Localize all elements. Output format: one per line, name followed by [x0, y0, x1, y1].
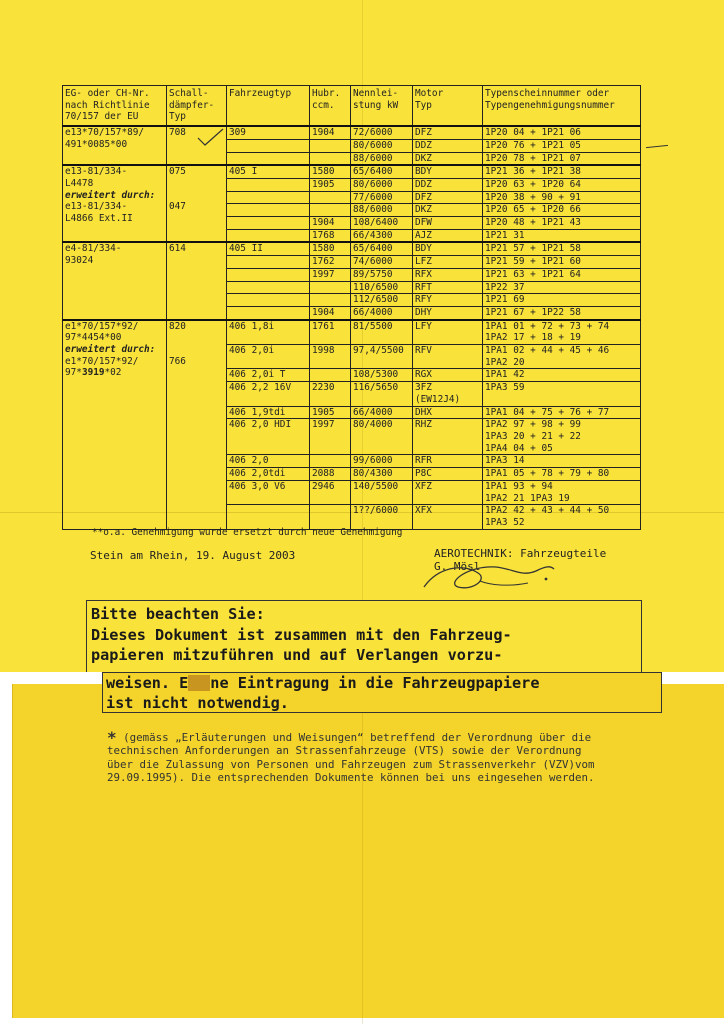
vehicle-type-cell [227, 505, 310, 529]
silencer-type-cell: 614 [167, 242, 227, 319]
table-row [63, 126, 641, 139]
silencer-type-line: 766 [169, 355, 186, 367]
power-cell: 77/6000 [351, 191, 413, 204]
displacement-cell [310, 281, 351, 294]
vehicle-type-cell: 406 2,0tdi [227, 468, 310, 481]
notice-line: Bitte beachten Sie: [91, 605, 265, 623]
vehicle-type-cell [227, 217, 310, 230]
vehicle-type-cell [227, 294, 310, 307]
notice-line: papieren mitzuführen und auf Verlangen vorzu- [91, 646, 503, 665]
eg-number-line: e1*70/157*92/ [65, 320, 139, 332]
power-cell: 108/5300 [351, 369, 413, 382]
displacement-cell [310, 455, 351, 468]
power-cell: 97,4/5500 [351, 345, 413, 369]
silencer-type-line [169, 178, 224, 190]
vehicle-type-cell: 406 3,0 V6 [227, 480, 310, 504]
footnote: **o.a. Genehmigung wurde ersetzt durch neue Genehmigung [92, 527, 403, 538]
eg-number-line: erweitert durch: [65, 344, 156, 356]
eg-number-line: 97*3919*02 [65, 367, 122, 379]
engine-type-cell: P8C [413, 468, 483, 481]
regulation-note [107, 728, 667, 785]
displacement-cell: 1768 [310, 229, 351, 242]
approval-number-cell: 1PA3 14 [483, 455, 641, 468]
power-cell: 80/4000 [351, 419, 413, 455]
power-cell: 74/6000 [351, 256, 413, 269]
eg-number-cell [63, 165, 167, 242]
displacement-cell: 2946 [310, 480, 351, 504]
approval-number-cell: 1P21 67 + 1P22 58 [483, 306, 641, 319]
table-row [63, 165, 641, 178]
type-approval-table [62, 85, 641, 530]
approval-number-cell: 1P20 78 + 1P21 07 [483, 152, 641, 165]
vehicle-type-cell [227, 178, 310, 191]
column-header: Hubr. ccm. [310, 86, 351, 127]
approval-number-cell: 1P20 04 + 1P21 06 [483, 126, 641, 139]
approval-number-cell: 1P20 76 + 1P21 05 [483, 139, 641, 152]
approval-number-cell: 1P21 57 + 1P21 58 [483, 242, 641, 255]
engine-type-cell: DKZ [413, 204, 483, 217]
displacement-cell: 1762 [310, 256, 351, 269]
column-header: Fahrzeugtyp [227, 86, 310, 127]
engine-type-cell: XFZ [413, 480, 483, 504]
eg-number-line: 97*4454*00 [65, 332, 122, 344]
approval-number-cell: 1PA1 02 + 44 + 45 + 46 1PA2 20 [483, 345, 641, 369]
vehicle-type-cell [227, 191, 310, 204]
displacement-cell [310, 204, 351, 217]
approval-number-cell: 1P21 59 + 1P21 60 [483, 256, 641, 269]
displacement-cell: 1905 [310, 178, 351, 191]
engine-type-cell: 3FZ (EW12J4) [413, 382, 483, 406]
displacement-cell: 2230 [310, 382, 351, 406]
engine-type-cell: BDY [413, 165, 483, 178]
vehicle-type-cell: 406 2,0i T [227, 369, 310, 382]
power-cell: 88/6000 [351, 204, 413, 217]
approval-number-cell: 1P20 38 + 90 + 91 [483, 191, 641, 204]
column-header: EG- oder CH-Nr. nach Richtlinie 70/157 der EU [63, 86, 167, 127]
column-header: Typenscheinnummer oder Typengenehmigungsnummer [483, 86, 641, 127]
eg-number-line: e1*70/157*92/ [65, 355, 139, 367]
displacement-cell [310, 369, 351, 382]
approval-number-cell: 1P20 65 + 1P20 66 [483, 204, 641, 217]
eg-number-cell: e13*70/157*89/ 491*0085*00 [63, 126, 167, 165]
displacement-cell [310, 152, 351, 165]
vehicle-type-cell [227, 152, 310, 165]
engine-type-cell: RFT [413, 281, 483, 294]
vehicle-type-cell: 406 2,0i [227, 345, 310, 369]
column-header: Schall- dämpfer- Typ [167, 86, 227, 127]
displacement-cell: 1905 [310, 406, 351, 419]
vehicle-type-cell: 309 [227, 126, 310, 139]
engine-type-cell: RFY [413, 294, 483, 307]
power-cell: 66/4000 [351, 306, 413, 319]
power-cell: 140/5500 [351, 480, 413, 504]
power-cell: 99/6000 [351, 455, 413, 468]
signature [418, 557, 558, 601]
vehicle-type-cell: 406 1,8i [227, 320, 310, 345]
power-cell: 110/6500 [351, 281, 413, 294]
power-cell: 88/6000 [351, 152, 413, 165]
column-header: Nennlei- stung kW [351, 86, 413, 127]
eg-number-line: e13-81/334- [65, 166, 128, 178]
approval-number-cell: 1P21 31 [483, 229, 641, 242]
vehicle-type-cell [227, 204, 310, 217]
approval-number-cell: 1PA2 97 + 98 + 99 1PA3 20 + 21 + 22 1PA4 04 + 05 [483, 419, 641, 455]
table-header [63, 86, 641, 127]
engine-type-cell: DHY [413, 306, 483, 319]
table-row [63, 242, 641, 255]
table-group [63, 320, 641, 529]
engine-type-cell: DFZ [413, 191, 483, 204]
displacement-cell: 1904 [310, 306, 351, 319]
approval-number-cell: 1PA1 04 + 75 + 76 + 77 [483, 406, 641, 419]
power-cell: 80/4300 [351, 468, 413, 481]
company-name: AEROTECHNIK: Fahrzeugteile G. Mösl [434, 547, 607, 573]
engine-type-cell: DFZ [413, 126, 483, 139]
displacement-cell: 1580 [310, 165, 351, 178]
vehicle-type-cell: 406 2,0 HDI [227, 419, 310, 455]
approval-number-cell: 1P20 63 + 1P20 64 [483, 178, 641, 191]
engine-type-cell: RHZ [413, 419, 483, 455]
silencer-type-line: 047 [169, 201, 186, 213]
engine-type-cell: LFZ [413, 256, 483, 269]
silencer-type-line: 075 [169, 166, 186, 178]
vehicle-type-cell: 405 I [227, 165, 310, 178]
approval-number-cell: 1P21 69 [483, 294, 641, 307]
power-cell: 116/5650 [351, 382, 413, 406]
engine-type-cell: XFX [413, 505, 483, 529]
displacement-cell [310, 139, 351, 152]
note-asterisk: * [107, 728, 117, 747]
vehicle-type-cell [227, 281, 310, 294]
eg-number-line: L4478 [65, 177, 94, 189]
silencer-type-cell [167, 165, 227, 242]
vehicle-type-cell [227, 306, 310, 319]
checkmark-annotation [196, 126, 226, 152]
approval-number-cell: 1PA1 93 + 94 1PA2 21 1PA3 19 [483, 480, 641, 504]
approval-number-cell: 1PA3 59 [483, 382, 641, 406]
engine-type-cell: DHX [413, 406, 483, 419]
power-cell: 65/6400 [351, 165, 413, 178]
eg-number-line: erweitert durch: [65, 189, 156, 201]
notice-line: Dieses Dokument ist zusammen mit den Fahrzeug- [91, 625, 512, 644]
approval-number-cell: 1PA1 01 + 72 + 73 + 74 1PA2 17 + 18 + 19 [483, 320, 641, 345]
vehicle-type-cell [227, 139, 310, 152]
engine-type-cell: RFX [413, 268, 483, 281]
power-cell: 65/6400 [351, 242, 413, 255]
engine-type-cell: RFR [413, 455, 483, 468]
notice-box-continued: weisen. E ne Eintragung in die Fahrzeugpapiere ist nicht notwendig. [102, 672, 662, 713]
power-cell: 80/6000 [351, 139, 413, 152]
approval-number-cell: 1PA2 42 + 43 + 44 + 50 1PA3 52 [483, 505, 641, 529]
approval-number-cell: 1PA1 42 [483, 369, 641, 382]
approval-number-cell: 1P21 36 + 1P21 38 [483, 165, 641, 178]
engine-type-cell: DFW [413, 217, 483, 230]
table-group [63, 242, 641, 319]
displacement-cell: 2088 [310, 468, 351, 481]
silencer-type-line [169, 213, 224, 225]
engine-type-cell: BDY [413, 242, 483, 255]
power-cell: 108/6400 [351, 217, 413, 230]
signatory-name: G. Mösl [434, 560, 481, 573]
eg-number-cell [63, 320, 167, 529]
approval-number-cell: 1P20 48 + 1P21 43 [483, 217, 641, 230]
engine-type-cell: DDZ [413, 139, 483, 152]
silencer-type-line [169, 367, 224, 379]
displacement-cell [310, 294, 351, 307]
eg-number-line: e13-81/334- [65, 201, 128, 213]
notice-box [86, 600, 642, 672]
vehicle-type-cell: 405 II [227, 242, 310, 255]
eg-number-line: L4866 Ext.II [65, 213, 133, 225]
displacement-cell: 1904 [310, 126, 351, 139]
note-text: (gemäss „Erläuterungen und Weisungen“ betreffend der Verordnung über die technischen Anforderungen an Strassenfahrzeuge (VTS) sowie der Verordnung über die Zulassung von Personen und Fahrzeugen zum Strassenverkehr (VZV)vom 29.09.1995). Die entsprechenden Dokumente können bei uns eingesehen werden. [107, 731, 595, 785]
silencer-type-cell [167, 320, 227, 529]
table-row [63, 320, 641, 345]
silencer-type-cell: 708 [167, 126, 227, 165]
table-group [63, 165, 641, 242]
engine-type-cell: RGX [413, 369, 483, 382]
power-cell: 1??/6000 [351, 505, 413, 529]
displacement-cell [310, 191, 351, 204]
vehicle-type-cell [227, 229, 310, 242]
power-cell: 81/5500 [351, 320, 413, 345]
displacement-cell: 1904 [310, 217, 351, 230]
vehicle-type-cell: 406 2,2 16V [227, 382, 310, 406]
displacement-cell: 1997 [310, 268, 351, 281]
notice-line: ist nicht notwendig. [106, 694, 289, 713]
place-date: Stein am Rhein, 19. August 2003 [90, 549, 296, 562]
displacement-cell [310, 505, 351, 529]
displacement-cell: 1997 [310, 419, 351, 455]
table-group [63, 126, 641, 165]
silencer-type-line [169, 190, 224, 202]
engine-type-cell: RFV [413, 345, 483, 369]
approval-number-cell: 1P21 63 + 1P21 64 [483, 268, 641, 281]
silencer-type-line [169, 332, 224, 344]
eg-number-cell: e4-81/334- 93024 [63, 242, 167, 319]
smudge-mark [188, 675, 210, 691]
vehicle-type-cell: 406 2,0 [227, 455, 310, 468]
engine-type-cell: DKZ [413, 152, 483, 165]
power-cell: 89/5750 [351, 268, 413, 281]
column-header: Motor Typ [413, 86, 483, 127]
vehicle-type-cell [227, 256, 310, 269]
engine-type-cell: LFY [413, 320, 483, 345]
engine-type-cell: AJZ [413, 229, 483, 242]
displacement-cell: 1761 [310, 320, 351, 345]
power-cell: 112/6500 [351, 294, 413, 307]
silencer-type-line: 820 [169, 320, 186, 332]
displacement-cell: 1580 [310, 242, 351, 255]
approval-number-cell: 1P22 37 [483, 281, 641, 294]
silencer-type-line [169, 344, 224, 356]
power-cell: 66/4300 [351, 229, 413, 242]
approval-number-cell: 1PA1 05 + 78 + 79 + 80 [483, 468, 641, 481]
engine-type-cell: DDZ [413, 178, 483, 191]
vehicle-type-cell: 406 1,9tdi [227, 406, 310, 419]
power-cell: 66/4000 [351, 406, 413, 419]
displacement-cell: 1998 [310, 345, 351, 369]
power-cell: 72/6000 [351, 126, 413, 139]
vehicle-type-cell [227, 268, 310, 281]
power-cell: 80/6000 [351, 178, 413, 191]
